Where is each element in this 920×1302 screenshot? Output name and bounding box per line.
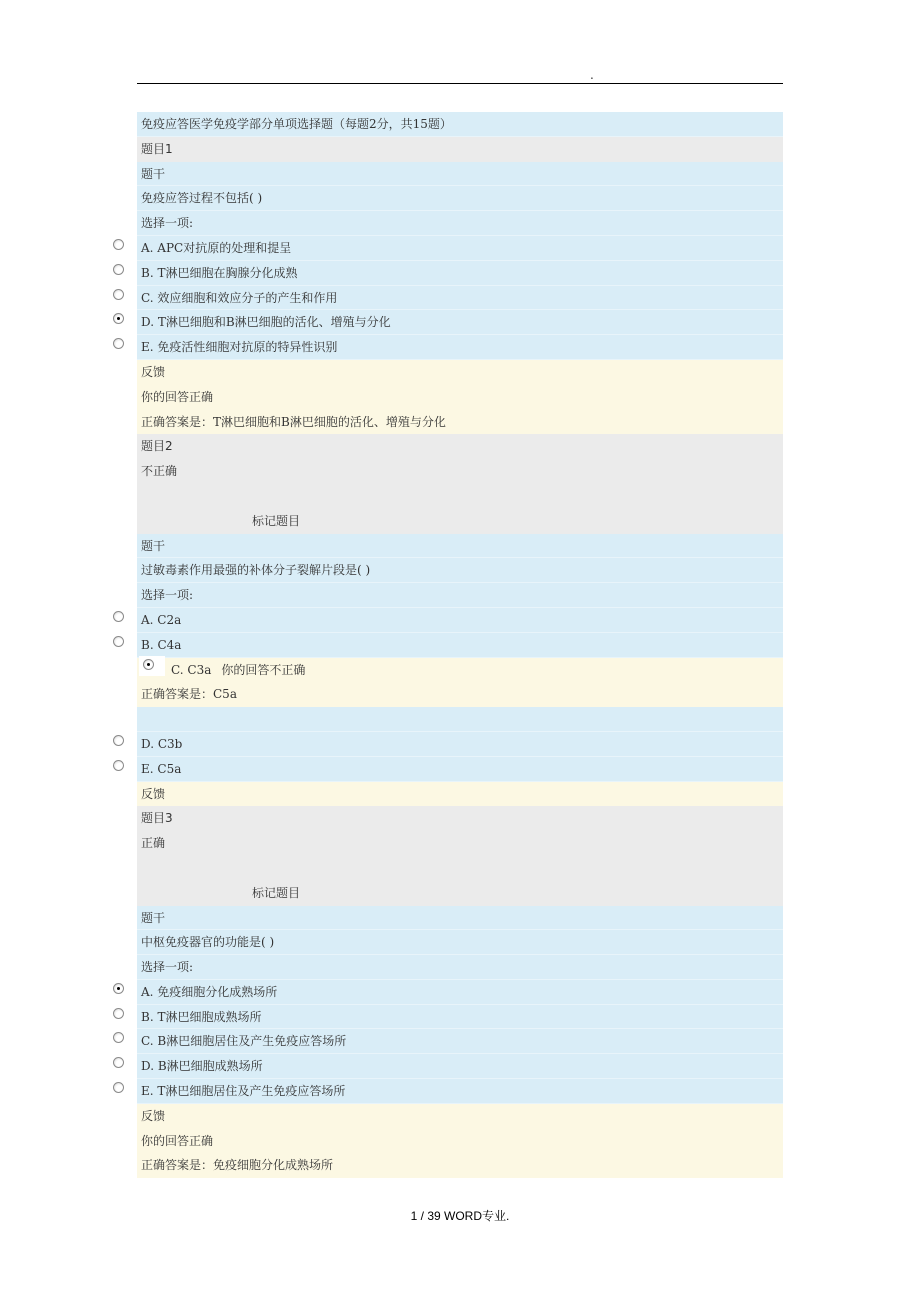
q3-feedback-label: 反馈 bbox=[137, 1104, 783, 1129]
q2-correct-answer: 正确答案是：C5a bbox=[137, 682, 783, 707]
q2-status: 不正确 bbox=[137, 459, 783, 484]
q2-option-c[interactable] bbox=[137, 658, 783, 683]
quiz-content bbox=[137, 112, 783, 1178]
q3-option-a[interactable] bbox=[137, 980, 783, 1005]
q2-option-d-label: D. C3b bbox=[141, 736, 183, 751]
radio-checked-icon[interactable] bbox=[109, 980, 135, 1000]
q1-correct-answer: 正确答案是：T淋巴细胞和B淋巴细胞的活化、增殖与分化 bbox=[137, 410, 783, 435]
q3-feedback-result: 你的回答正确 bbox=[137, 1129, 783, 1154]
q1-option-d-label: D. T淋巴细胞和B淋巴细胞的活化、增殖与分化 bbox=[141, 315, 391, 330]
q2-stem-label: 题干 bbox=[137, 534, 783, 559]
q3-stem-label: 题干 bbox=[137, 906, 783, 931]
q1-option-a[interactable] bbox=[137, 236, 783, 261]
q2-choose-label: 选择一项: bbox=[137, 583, 783, 608]
q2-option-a[interactable] bbox=[137, 608, 783, 633]
q2-flag-link[interactable]: 标记题目 bbox=[137, 509, 783, 534]
q3-option-b-label: B. T淋巴细胞成熟场所 bbox=[141, 1009, 262, 1024]
radio-unchecked-icon[interactable] bbox=[109, 236, 135, 256]
q3-option-b[interactable] bbox=[137, 1005, 783, 1030]
q1-stem-label: 题干 bbox=[137, 162, 783, 187]
q3-option-c[interactable] bbox=[137, 1029, 783, 1054]
q2-option-e[interactable] bbox=[137, 757, 783, 782]
q2-option-a-label: A. C2a bbox=[141, 612, 182, 627]
q1-option-e-label: E. 免疫活性细胞对抗原的特异性识别 bbox=[141, 340, 338, 355]
radio-unchecked-icon[interactable] bbox=[109, 335, 135, 355]
q1-option-b-label: B. T淋巴细胞在胸腺分化成熟 bbox=[141, 265, 298, 280]
q1-option-a-label: A. APC对抗原的处理和提呈 bbox=[141, 240, 292, 255]
radio-unchecked-icon[interactable] bbox=[109, 1029, 135, 1049]
q2-option-c-label: C. C3a bbox=[171, 662, 212, 677]
radio-unchecked-icon[interactable] bbox=[109, 1005, 135, 1025]
q3-flag-link[interactable]: 标记题目 bbox=[137, 881, 783, 906]
q3-option-d-label: D. B淋巴细胞成熟场所 bbox=[141, 1059, 263, 1074]
radio-checked-icon[interactable] bbox=[109, 310, 135, 330]
radio-unchecked-icon[interactable] bbox=[109, 757, 135, 777]
header-mark: . bbox=[590, 68, 594, 82]
q2-option-c-feedback: 你的回答不正确 bbox=[221, 662, 306, 677]
q2-question: 过敏毒素作用最强的补体分子裂解片段是( ) bbox=[137, 558, 783, 583]
q3-choose-label: 选择一项: bbox=[137, 955, 783, 980]
radio-unchecked-icon[interactable] bbox=[109, 286, 135, 306]
q1-feedback-label: 反馈 bbox=[137, 360, 783, 385]
radio-unchecked-icon[interactable] bbox=[109, 633, 135, 653]
q3-option-c-label: C. B淋巴细胞居住及产生免疫应答场所 bbox=[141, 1034, 347, 1049]
q3-option-e-label: E. T淋巴细胞居住及产生免疫应答场所 bbox=[141, 1084, 346, 1099]
radio-unchecked-icon[interactable] bbox=[109, 1079, 135, 1099]
q3-option-d[interactable] bbox=[137, 1054, 783, 1079]
radio-unchecked-icon[interactable] bbox=[109, 1054, 135, 1074]
radio-unchecked-icon[interactable] bbox=[109, 608, 135, 628]
q3-status: 正确 bbox=[137, 831, 783, 856]
q1-feedback-result: 你的回答正确 bbox=[137, 385, 783, 410]
q1-choose-label: 选择一项: bbox=[137, 211, 783, 236]
q1-option-e[interactable] bbox=[137, 335, 783, 360]
q2-option-b-label: B. C4a bbox=[141, 637, 182, 652]
quiz-title: 免疫应答医学免疫学部分单项选择题（每题2分，共15题） bbox=[137, 112, 783, 137]
q3-option-a-label: A. 免疫细胞分化成熟场所 bbox=[141, 984, 278, 999]
q1-question: 免疫应答过程不包括( ) bbox=[137, 186, 783, 211]
q2-label: 题目2 bbox=[137, 434, 783, 459]
q3-correct-answer: 正确答案是：免疫细胞分化成熟场所 bbox=[137, 1153, 783, 1178]
q2-option-e-label: E. C5a bbox=[141, 761, 182, 776]
q3-option-e[interactable] bbox=[137, 1079, 783, 1104]
q2-option-d[interactable] bbox=[137, 732, 783, 757]
q1-option-c[interactable] bbox=[137, 286, 783, 311]
q2-feedback-label: 反馈 bbox=[137, 782, 783, 807]
q2-option-b[interactable] bbox=[137, 633, 783, 658]
q1-option-d[interactable] bbox=[137, 310, 783, 335]
radio-unchecked-icon[interactable] bbox=[109, 732, 135, 752]
page-footer: 1 / 39 WORD专业. bbox=[410, 1209, 510, 1223]
radio-unchecked-icon[interactable] bbox=[109, 261, 135, 281]
radio-checked-icon[interactable] bbox=[139, 656, 165, 676]
header-rule bbox=[137, 83, 783, 84]
q3-label: 题目3 bbox=[137, 806, 783, 831]
q3-question: 中枢免疫器官的功能是( ) bbox=[137, 930, 783, 955]
q1-label: 题目1 bbox=[137, 137, 783, 162]
q1-option-c-label: C. 效应细胞和效应分子的产生和作用 bbox=[141, 290, 338, 305]
q1-option-b[interactable] bbox=[137, 261, 783, 286]
